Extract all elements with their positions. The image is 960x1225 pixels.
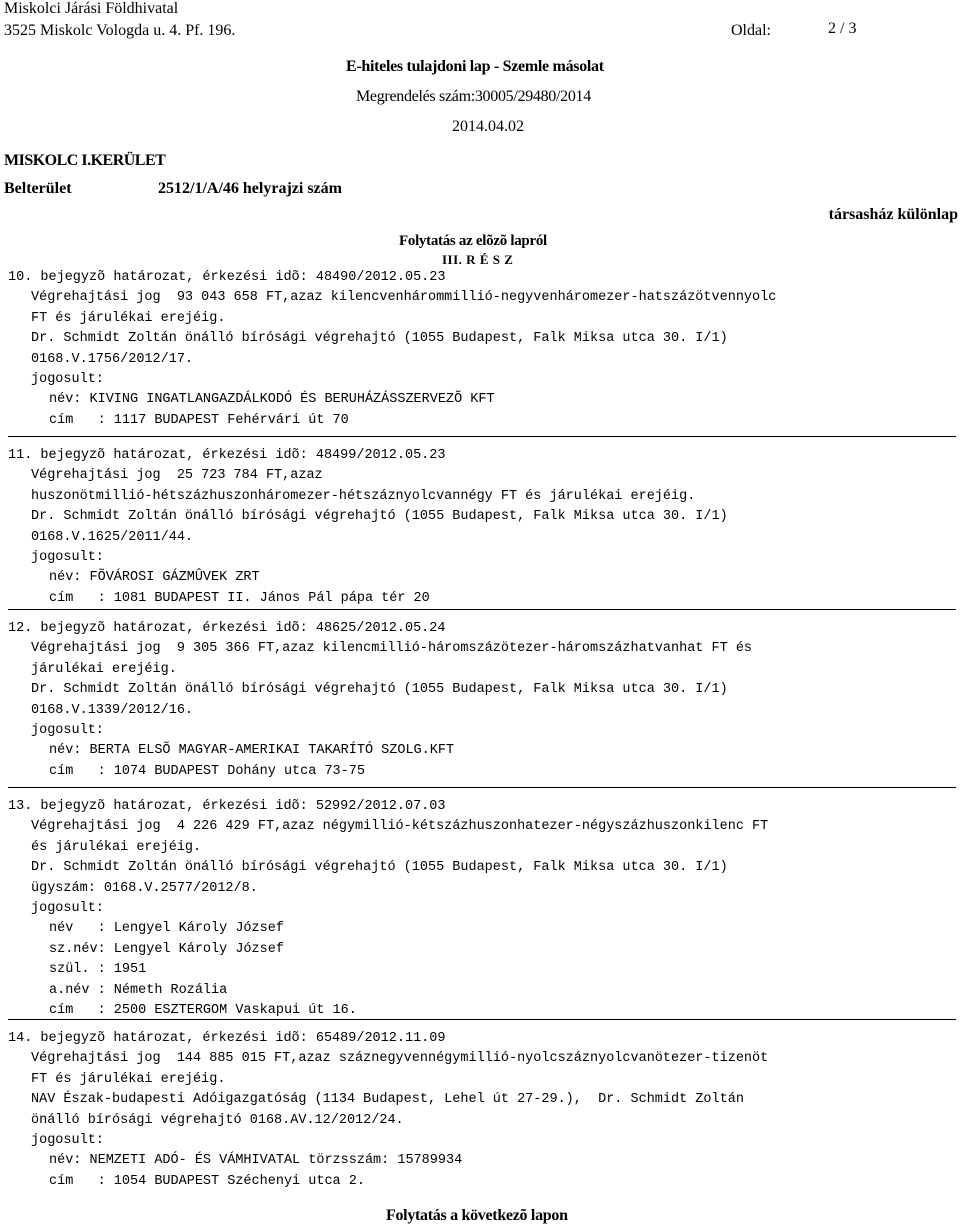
district-name: MISKOLC I.KERÜLET <box>4 152 166 169</box>
entry-line: jogosult: <box>31 1133 104 1148</box>
sheet-type: társasház különlap <box>828 206 958 223</box>
entry-separator <box>8 609 956 610</box>
entry-separator <box>8 1019 956 1020</box>
entry-line: huszonötmillió-hétszázhuszonháromezer-hétszáznyolcvannégy FT és járulékai erejéig. <box>31 488 696 504</box>
page-label: Oldal: <box>731 22 771 39</box>
entry-line: név: NEMZETI ADÓ- ÉS VÁMHIVATAL törzsszám: 15789934 <box>49 1153 463 1169</box>
area-type: Belterület <box>4 180 72 197</box>
entry-line: cím : 2500 ESZTERGOM Vaskapui út 16. <box>49 1003 357 1018</box>
entry-line: név: KIVING INGATLANGAZDÁLKODÓ ÉS BERUHÁZÁSSZERVEZÕ KFT <box>49 392 495 408</box>
entry-line: szül. : 1951 <box>49 962 147 978</box>
entry-line: Végrehajtási jog 9 305 366 FT,azaz kilencmillió-háromszázötezer-háromszázhatvanhat FT és <box>31 641 753 657</box>
entry-line: ügyszám: 0168.V.2577/2012/8. <box>31 880 258 896</box>
entry-line: önálló bírósági végrehajtó 0168.AV.12/2012/24. <box>31 1112 404 1128</box>
entry-line: név: FÕVÁROSI GÁZMÛVEK ZRT <box>49 570 260 586</box>
entry-line: sz.név: Lengyel Károly József <box>49 941 284 957</box>
entry-heading: 13. bejegyzõ határozat, érkezési idõ: 52992/2012.07.03 <box>8 799 446 814</box>
office-name: Miskolci Járási Földhivatal <box>4 0 179 17</box>
entry-line: Dr. Schmidt Zoltán önálló bírósági végrehajtó (1055 Budapest, Falk Miksa utca 30. I/1) <box>31 331 728 347</box>
entry-line: jogosult: <box>31 550 104 565</box>
entry-line: cím : 1081 BUDAPEST II. János Pál pápa tér 20 <box>49 590 430 606</box>
entry-line: cím : 1117 BUDAPEST Fehérvári út 70 <box>49 412 349 428</box>
entry-line: Dr. Schmidt Zoltán önálló bírósági végrehajtó (1055 Budapest, Falk Miksa utca 30. I/1) <box>31 509 728 525</box>
order-number: Megrendelés szám:30005/29480/2014 <box>356 88 591 105</box>
entry-line: Végrehajtási jog 25 723 784 FT,azaz <box>31 468 323 484</box>
entry-heading: 11. bejegyzõ határozat, érkezési idõ: 48499/2012.05.23 <box>8 448 446 463</box>
entry-line: FT és járulékai erejéig. <box>31 1071 226 1087</box>
entry-line: 0168.V.1756/2012/17. <box>31 351 194 367</box>
entry-line: cím : 1054 BUDAPEST Széchenyi utca 2. <box>49 1173 365 1189</box>
continuation-next: Folytatás a következõ lapon <box>386 1207 568 1224</box>
entry-line: jogosult: <box>31 372 104 387</box>
entry-line: jogosult: <box>31 723 104 738</box>
section-part: III. R É S Z <box>442 252 514 267</box>
entry-line: jogosult: <box>31 901 104 916</box>
entry-line: név : Lengyel Károly József <box>49 921 284 937</box>
office-address: 3525 Miskolc Vologda u. 4. Pf. 196. <box>4 22 236 39</box>
entry-line: Dr. Schmidt Zoltán önálló bírósági végrehajtó (1055 Budapest, Falk Miksa utca 30. I/1) <box>31 860 728 876</box>
entry-line: Végrehajtási jog 144 885 015 FT,azaz száznegyvennégymillió-nyolcszáznyolcvanötezer-tizenöt <box>31 1051 769 1067</box>
entry-line: 0168.V.1625/2011/44. <box>31 529 194 545</box>
entry-line: FT és járulékai erejéig. <box>31 310 226 326</box>
document-date: 2014.04.02 <box>452 118 524 135</box>
entry-line: Végrehajtási jog 4 226 429 FT,azaz négymillió-kétszázhuszonhatezer-négyszázhuszonkilenc FT <box>31 819 769 835</box>
entry-line: cím : 1074 BUDAPEST Dohány utca 73-75 <box>49 763 365 779</box>
document-title: E-hiteles tulajdoni lap - Szemle másolat <box>346 58 604 75</box>
entry-separator <box>8 787 956 788</box>
entry-line: a.név : Németh Rozália <box>49 982 228 998</box>
entry-heading: 10. bejegyzõ határozat, érkezési idõ: 48490/2012.05.23 <box>8 270 446 285</box>
entry-separator <box>8 436 956 437</box>
entry-line: és járulékai erejéig. <box>31 839 202 855</box>
entry-line: Végrehajtási jog 93 043 658 FT,azaz kilencvenhárommillió-negyvenháromezer-hatszázötvennyolc <box>31 290 777 306</box>
continuation-from-previous: Folytatás az elõzõ lapról <box>399 233 547 249</box>
entry-heading: 14. bejegyzõ határozat, érkezési idõ: 65489/2012.11.09 <box>8 1031 446 1046</box>
entry-line: név: BERTA ELSÕ MAGYAR-AMERIKAI TAKARÍTÓ SZOLG.KFT <box>49 743 455 759</box>
entry-heading: 12. bejegyzõ határozat, érkezési idõ: 48625/2012.05.24 <box>8 621 446 636</box>
page-number: 2 / 3 <box>828 20 857 37</box>
parcel-number: 2512/1/A/46 helyrajzi szám <box>158 180 342 197</box>
entry-line: NAV Észak-budapesti Adóigazgatóság (1134 Budapest, Lehel út 27-29.), Dr. Schmidt Zoltán <box>31 1092 744 1108</box>
entry-line: 0168.V.1339/2012/16. <box>31 702 194 718</box>
entry-line: járulékai erejéig. <box>31 661 177 677</box>
entry-line: Dr. Schmidt Zoltán önálló bírósági végrehajtó (1055 Budapest, Falk Miksa utca 30. I/1) <box>31 682 728 698</box>
